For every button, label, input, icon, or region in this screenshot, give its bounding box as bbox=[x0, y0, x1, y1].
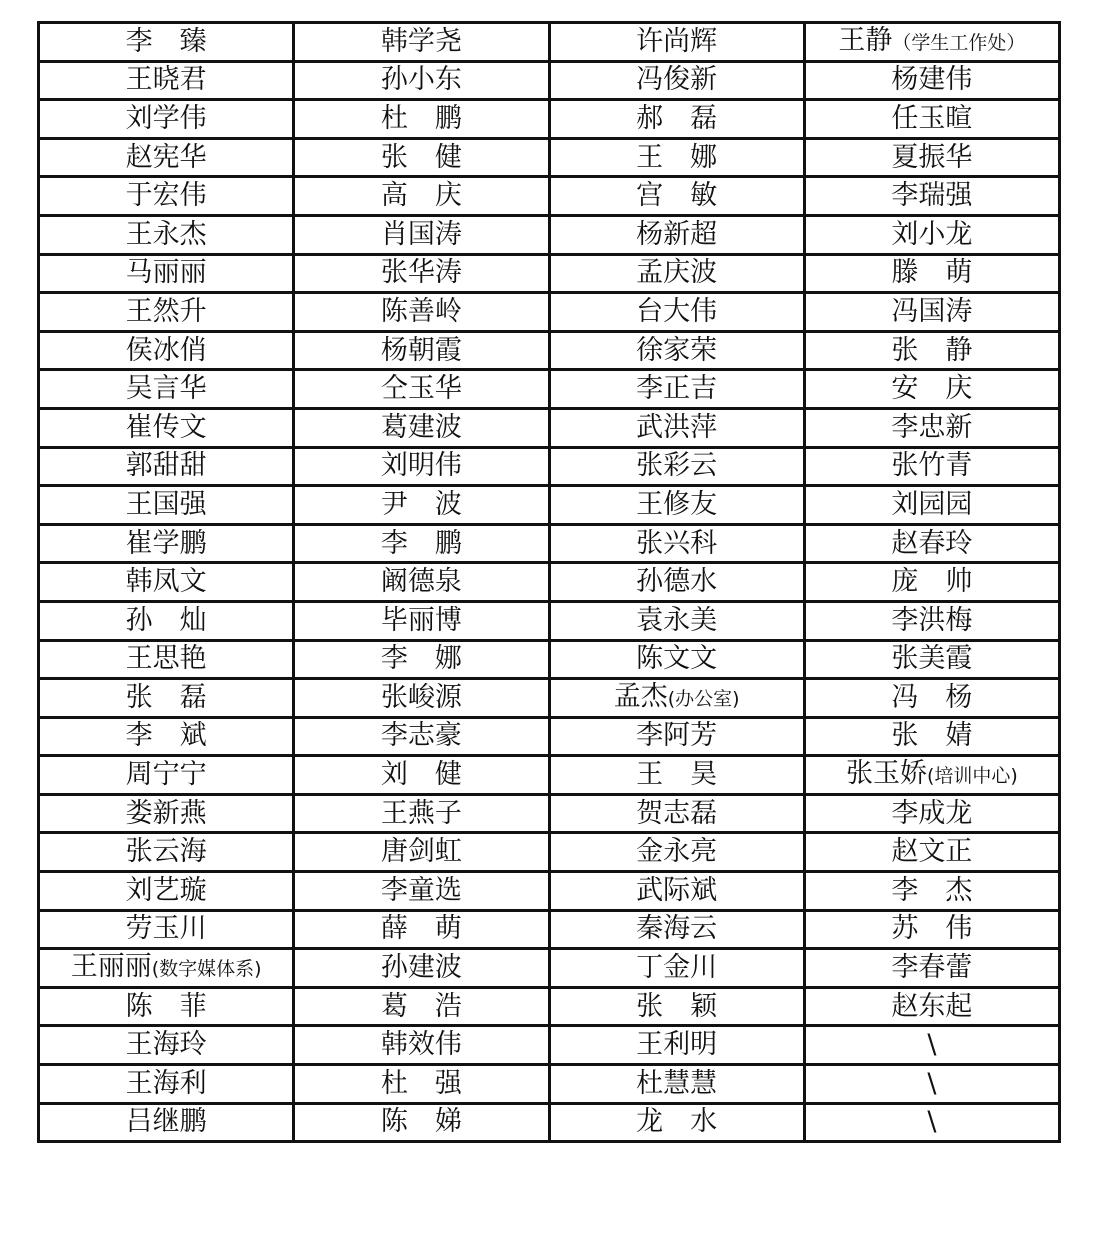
person-name: 张彩云 bbox=[636, 450, 718, 482]
department-note: (办公室) bbox=[667, 687, 740, 710]
person-name: 刘园园 bbox=[891, 488, 973, 520]
person-name: 李 娜 bbox=[380, 643, 462, 675]
table-cell bbox=[39, 524, 294, 563]
person-name: 王海玲 bbox=[125, 1029, 207, 1061]
table-cell bbox=[549, 717, 804, 756]
person-name: 李阿芳 bbox=[636, 720, 718, 752]
table-cell bbox=[804, 138, 1059, 177]
table-cell bbox=[294, 23, 549, 62]
person-name: 王丽丽 bbox=[70, 951, 152, 983]
table-cell bbox=[294, 215, 549, 254]
person-name: 苏 伟 bbox=[891, 913, 973, 945]
table-cell bbox=[294, 524, 549, 563]
table-cell bbox=[549, 601, 804, 640]
person-name: 王燕子 bbox=[380, 797, 462, 829]
table-cell bbox=[804, 293, 1059, 332]
person-name: 李 臻 bbox=[125, 25, 207, 57]
person-name: 刘学伟 bbox=[125, 102, 207, 134]
table-cell bbox=[549, 370, 804, 409]
person-name: 袁永美 bbox=[636, 604, 718, 636]
person-name: 李 鹏 bbox=[380, 527, 462, 559]
person-name: 王晓君 bbox=[125, 64, 207, 96]
table-row bbox=[39, 601, 1060, 640]
table-cell bbox=[549, 447, 804, 486]
person-name: 王 娜 bbox=[636, 141, 718, 173]
table-cell bbox=[294, 408, 549, 447]
table-cell bbox=[804, 987, 1059, 1026]
table-cell bbox=[39, 872, 294, 911]
table-cell bbox=[39, 1065, 294, 1104]
table-cell bbox=[804, 100, 1059, 139]
table-cell bbox=[549, 1065, 804, 1104]
table-cell bbox=[804, 640, 1059, 679]
person-name: \ bbox=[927, 1029, 937, 1061]
table-cell bbox=[39, 756, 294, 795]
person-name: 张 颖 bbox=[636, 990, 718, 1022]
person-name: 龙 水 bbox=[636, 1106, 718, 1138]
table-cell bbox=[39, 331, 294, 370]
table-cell bbox=[549, 408, 804, 447]
person-name: 张美霞 bbox=[891, 643, 973, 675]
table-row bbox=[39, 61, 1060, 100]
table-cell bbox=[549, 987, 804, 1026]
person-name: 李忠新 bbox=[891, 411, 973, 443]
person-name: 刘 健 bbox=[380, 759, 462, 791]
name-table-body bbox=[39, 23, 1060, 1142]
table-cell bbox=[804, 949, 1059, 988]
person-name: 张玉娇 bbox=[845, 758, 927, 790]
person-name: 许尚辉 bbox=[636, 25, 718, 57]
table-cell bbox=[549, 23, 804, 62]
table-row bbox=[39, 331, 1060, 370]
person-name: 张兴科 bbox=[636, 527, 718, 559]
table-cell bbox=[549, 524, 804, 563]
table-cell bbox=[294, 640, 549, 679]
person-name: 王静 bbox=[838, 24, 893, 56]
table-cell bbox=[39, 949, 294, 988]
table-row bbox=[39, 910, 1060, 949]
table-row bbox=[39, 1103, 1060, 1142]
person-name: 张 健 bbox=[380, 141, 462, 173]
table-row bbox=[39, 640, 1060, 679]
person-name: 崔学鹏 bbox=[125, 527, 207, 559]
department-note: （学生工作处） bbox=[892, 31, 1026, 54]
person-name: 王思艳 bbox=[125, 643, 207, 675]
person-name: 李正吉 bbox=[636, 373, 718, 405]
table-cell bbox=[549, 331, 804, 370]
table-cell bbox=[804, 717, 1059, 756]
person-name: 孙小东 bbox=[380, 64, 462, 96]
person-name: 丁金川 bbox=[636, 952, 718, 984]
table-cell bbox=[294, 138, 549, 177]
table-cell bbox=[294, 293, 549, 332]
person-name: 吕继鹏 bbox=[125, 1106, 207, 1138]
table-cell bbox=[804, 1026, 1059, 1065]
table-row bbox=[39, 1026, 1060, 1065]
person-name: 张竹青 bbox=[891, 450, 973, 482]
table-cell bbox=[39, 293, 294, 332]
table-row bbox=[39, 794, 1060, 833]
table-cell bbox=[549, 293, 804, 332]
table-cell bbox=[294, 756, 549, 795]
person-name: 秦海云 bbox=[636, 913, 718, 945]
person-name: 仝玉华 bbox=[380, 373, 462, 405]
table-row bbox=[39, 23, 1060, 62]
person-name: 张 磊 bbox=[125, 681, 207, 713]
person-name: 杜 鹏 bbox=[380, 102, 462, 134]
table-cell bbox=[804, 215, 1059, 254]
table-cell bbox=[549, 794, 804, 833]
person-name: \ bbox=[927, 1067, 937, 1099]
table-row bbox=[39, 408, 1060, 447]
person-name: 张峻源 bbox=[380, 681, 462, 713]
person-name: 刘小龙 bbox=[891, 218, 973, 250]
table-cell bbox=[804, 486, 1059, 525]
table-cell bbox=[39, 987, 294, 1026]
table-cell bbox=[294, 1026, 549, 1065]
person-name: 杨朝霞 bbox=[380, 334, 462, 366]
table-cell bbox=[804, 601, 1059, 640]
person-name: 陈 菲 bbox=[125, 990, 207, 1022]
person-name: 王然升 bbox=[125, 295, 207, 327]
table-cell bbox=[804, 408, 1059, 447]
person-name: 唐剑虹 bbox=[380, 836, 462, 868]
table-cell bbox=[294, 872, 549, 911]
table-cell bbox=[39, 601, 294, 640]
person-name: 刘艺璇 bbox=[125, 874, 207, 906]
person-name: 李春蕾 bbox=[891, 952, 973, 984]
table-cell bbox=[294, 910, 549, 949]
table-row bbox=[39, 138, 1060, 177]
table-row bbox=[39, 447, 1060, 486]
person-name: 孙建波 bbox=[380, 952, 462, 984]
person-name: 杜慧慧 bbox=[636, 1067, 718, 1099]
table-row bbox=[39, 987, 1060, 1026]
person-name: 韩学尧 bbox=[380, 25, 462, 57]
table-cell bbox=[39, 679, 294, 718]
table-row bbox=[39, 872, 1060, 911]
person-name: 李洪梅 bbox=[891, 604, 973, 636]
person-name: 陈善岭 bbox=[380, 295, 462, 327]
person-name: 李瑞强 bbox=[891, 180, 973, 212]
person-name: 孙德水 bbox=[636, 566, 718, 598]
table-cell bbox=[804, 447, 1059, 486]
table-cell bbox=[294, 254, 549, 293]
person-name: 韩效伟 bbox=[380, 1029, 462, 1061]
person-name: 徐家荣 bbox=[636, 334, 718, 366]
person-name: 娄新燕 bbox=[125, 797, 207, 829]
person-name: 葛 浩 bbox=[380, 990, 462, 1022]
table-cell bbox=[39, 640, 294, 679]
table-cell bbox=[294, 563, 549, 602]
table-cell bbox=[804, 756, 1059, 795]
table-cell bbox=[549, 833, 804, 872]
person-name: 任玉暄 bbox=[891, 102, 973, 134]
person-name: 杜 强 bbox=[380, 1067, 462, 1099]
person-name: 郭甜甜 bbox=[125, 450, 207, 482]
table-cell bbox=[294, 177, 549, 216]
person-name: 滕 萌 bbox=[891, 257, 973, 289]
person-name: 李 斌 bbox=[125, 720, 207, 752]
person-name: 赵春玲 bbox=[891, 527, 973, 559]
person-name: 于宏伟 bbox=[125, 180, 207, 212]
table-cell bbox=[549, 486, 804, 525]
person-name: 韩凤文 bbox=[125, 566, 207, 598]
table-row bbox=[39, 949, 1060, 988]
person-name: 贺志磊 bbox=[636, 797, 718, 829]
person-name: 王国强 bbox=[125, 488, 207, 520]
name-list-sheet bbox=[37, 21, 1058, 1143]
table-cell bbox=[804, 563, 1059, 602]
table-cell bbox=[39, 563, 294, 602]
person-name: 刘明伟 bbox=[380, 450, 462, 482]
table-cell bbox=[549, 138, 804, 177]
table-row bbox=[39, 370, 1060, 409]
person-name: 冯国涛 bbox=[891, 295, 973, 327]
table-cell bbox=[804, 177, 1059, 216]
table-cell bbox=[804, 61, 1059, 100]
person-name: 金永亮 bbox=[636, 836, 718, 868]
table-cell bbox=[294, 717, 549, 756]
person-name: 李志豪 bbox=[380, 720, 462, 752]
person-name: 侯冰俏 bbox=[125, 334, 207, 366]
table-cell bbox=[549, 177, 804, 216]
table-cell bbox=[549, 1026, 804, 1065]
table-cell bbox=[804, 1103, 1059, 1142]
table-cell bbox=[804, 254, 1059, 293]
table-cell bbox=[39, 408, 294, 447]
table-row bbox=[39, 486, 1060, 525]
table-cell bbox=[804, 524, 1059, 563]
table-cell bbox=[549, 254, 804, 293]
person-name: 毕丽博 bbox=[380, 604, 462, 636]
table-cell bbox=[294, 486, 549, 525]
person-name: 夏振华 bbox=[891, 141, 973, 173]
table-row bbox=[39, 293, 1060, 332]
table-cell bbox=[294, 370, 549, 409]
table-cell bbox=[549, 910, 804, 949]
person-name: 孟庆波 bbox=[636, 257, 718, 289]
table-cell bbox=[549, 679, 804, 718]
person-name: 劳玉川 bbox=[125, 913, 207, 945]
person-name: 郝 磊 bbox=[636, 102, 718, 134]
person-name: 陈文文 bbox=[636, 643, 718, 675]
table-row bbox=[39, 177, 1060, 216]
table-cell bbox=[549, 872, 804, 911]
table-cell bbox=[294, 987, 549, 1026]
table-row bbox=[39, 100, 1060, 139]
table-row bbox=[39, 1065, 1060, 1104]
person-name: 王永杰 bbox=[125, 218, 207, 250]
table-cell bbox=[39, 23, 294, 62]
table-cell bbox=[804, 872, 1059, 911]
table-cell bbox=[39, 910, 294, 949]
table-cell bbox=[804, 23, 1059, 62]
person-name: 肖国涛 bbox=[380, 218, 462, 250]
person-name: 张云海 bbox=[125, 836, 207, 868]
person-name: \ bbox=[927, 1106, 937, 1138]
table-cell bbox=[294, 601, 549, 640]
person-name: 李成龙 bbox=[891, 797, 973, 829]
table-cell bbox=[294, 331, 549, 370]
person-name: 周宁宁 bbox=[125, 759, 207, 791]
table-cell bbox=[804, 833, 1059, 872]
person-name: 王修友 bbox=[636, 488, 718, 520]
table-cell bbox=[39, 177, 294, 216]
person-name: 阚德泉 bbox=[380, 566, 462, 598]
person-name: 薛 萌 bbox=[380, 913, 462, 945]
table-cell bbox=[804, 679, 1059, 718]
person-name: 冯 杨 bbox=[891, 681, 973, 713]
person-name: 李 杰 bbox=[891, 874, 973, 906]
table-row bbox=[39, 833, 1060, 872]
table-row bbox=[39, 254, 1060, 293]
person-name: 陈 娣 bbox=[380, 1106, 462, 1138]
person-name: 赵东起 bbox=[891, 990, 973, 1022]
table-cell bbox=[549, 949, 804, 988]
table-cell bbox=[294, 100, 549, 139]
person-name: 王海利 bbox=[125, 1067, 207, 1099]
person-name: 马丽丽 bbox=[125, 257, 207, 289]
table-row bbox=[39, 717, 1060, 756]
person-name: 杨建伟 bbox=[891, 64, 973, 96]
table-cell bbox=[39, 1103, 294, 1142]
table-cell bbox=[294, 833, 549, 872]
table-cell bbox=[549, 1103, 804, 1142]
table-cell bbox=[294, 794, 549, 833]
table-cell bbox=[294, 61, 549, 100]
table-cell bbox=[804, 910, 1059, 949]
person-name: 宫 敏 bbox=[636, 180, 718, 212]
table-row bbox=[39, 679, 1060, 718]
person-name: 孟杰 bbox=[613, 680, 668, 712]
person-name: 安 庆 bbox=[891, 373, 973, 405]
table-cell bbox=[294, 447, 549, 486]
table-cell bbox=[804, 794, 1059, 833]
person-name: 王利明 bbox=[636, 1029, 718, 1061]
table-cell bbox=[39, 447, 294, 486]
table-cell bbox=[549, 215, 804, 254]
person-name: 赵文正 bbox=[891, 836, 973, 868]
table-cell bbox=[804, 1065, 1059, 1104]
table-cell bbox=[294, 679, 549, 718]
table-cell bbox=[39, 254, 294, 293]
table-cell bbox=[39, 1026, 294, 1065]
person-name: 李童选 bbox=[380, 874, 462, 906]
person-name: 高 庆 bbox=[380, 180, 462, 212]
table-cell bbox=[294, 1065, 549, 1104]
person-name: 王 昊 bbox=[636, 759, 718, 791]
person-name: 武洪萍 bbox=[636, 411, 718, 443]
person-name: 台大伟 bbox=[636, 295, 718, 327]
table-row bbox=[39, 563, 1060, 602]
table-cell bbox=[549, 756, 804, 795]
table-row bbox=[39, 756, 1060, 795]
person-name: 张 婧 bbox=[891, 720, 973, 752]
table-cell bbox=[39, 794, 294, 833]
person-name: 吴言华 bbox=[125, 373, 207, 405]
name-table bbox=[37, 21, 1061, 1143]
person-name: 尹 波 bbox=[380, 488, 462, 520]
table-cell bbox=[39, 486, 294, 525]
table-cell bbox=[549, 563, 804, 602]
department-note: (培训中心) bbox=[926, 765, 1018, 788]
table-cell bbox=[39, 717, 294, 756]
table-cell bbox=[549, 100, 804, 139]
table-row bbox=[39, 524, 1060, 563]
person-name: 崔传文 bbox=[125, 411, 207, 443]
table-cell bbox=[549, 640, 804, 679]
person-name: 葛建波 bbox=[380, 411, 462, 443]
person-name: 孙 灿 bbox=[125, 604, 207, 636]
person-name: 杨新超 bbox=[636, 218, 718, 250]
table-cell bbox=[39, 215, 294, 254]
table-cell bbox=[804, 331, 1059, 370]
table-cell bbox=[39, 138, 294, 177]
table-row bbox=[39, 215, 1060, 254]
table-cell bbox=[294, 1103, 549, 1142]
department-note: (数字媒体系) bbox=[151, 958, 262, 981]
table-cell bbox=[804, 370, 1059, 409]
person-name: 冯俊新 bbox=[636, 64, 718, 96]
table-cell bbox=[39, 61, 294, 100]
person-name: 张华涛 bbox=[380, 257, 462, 289]
person-name: 武际斌 bbox=[636, 874, 718, 906]
table-cell bbox=[39, 100, 294, 139]
table-cell bbox=[39, 370, 294, 409]
person-name: 庞 帅 bbox=[891, 566, 973, 598]
person-name: 张 静 bbox=[891, 334, 973, 366]
table-cell bbox=[39, 833, 294, 872]
person-name: 赵宪华 bbox=[125, 141, 207, 173]
table-cell bbox=[294, 949, 549, 988]
table-cell bbox=[549, 61, 804, 100]
